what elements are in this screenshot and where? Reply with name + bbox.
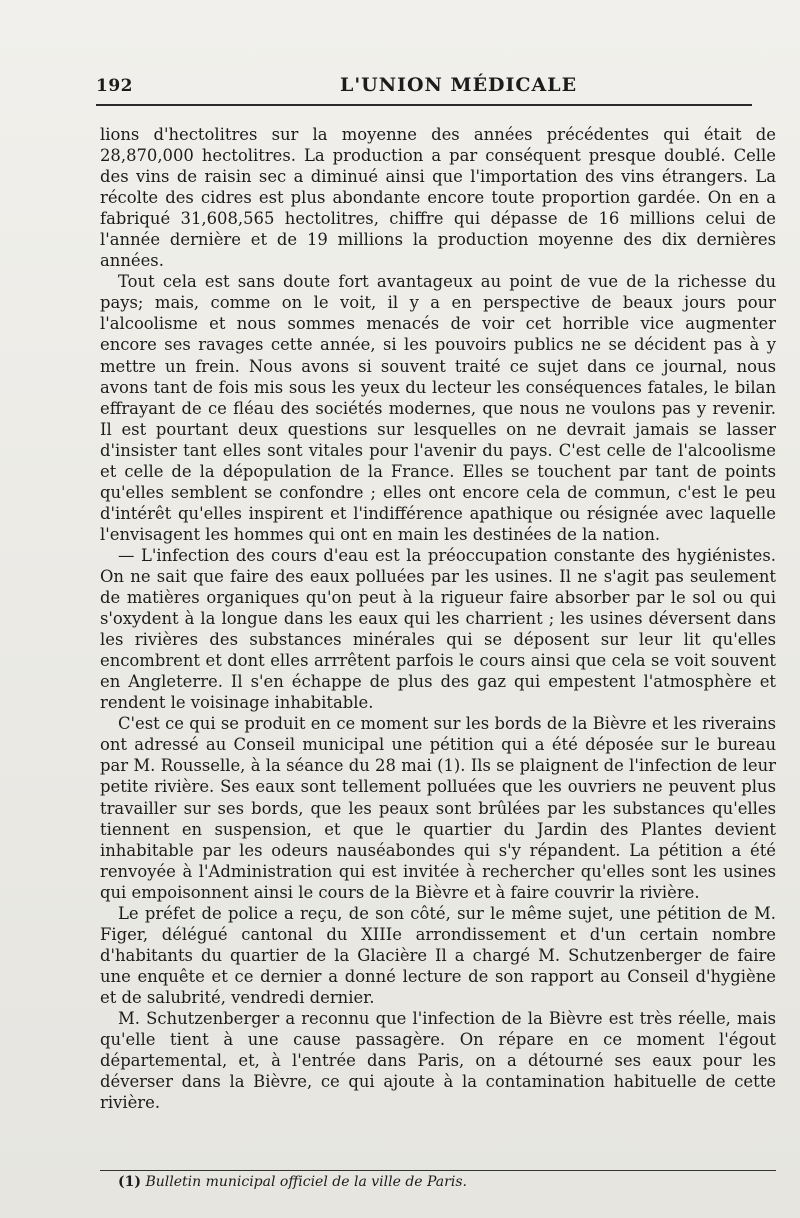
paragraph-3: — L'infection des cours d'eau est la préoccupation constante des hygiénistes. On ne sait que faire des eaux polluées par les usines. Il ne s'agit pas seulement de matières organiques qu'on peut à la rigueur faire absorber par le sol ou qui s'oxydent à la longue dans les eaux qui les charrient ; les usines déversent dans les rivières des substances minérales qui se déposent sur leur lit qu'elles encombrent et dont elles arrrêtent parfois le cours ainsi que cela se voit souvent en Angleterre. Il s'en échappe de plus des gaz qui empestent l'atmosphère et rendent le voisinage inhabitable. — [100, 545, 776, 713]
paragraph-1: lions d'hectolitres sur la moyenne des années précédentes qui était de 28,870,000 hectolitres. La production a par conséquent presque doublé. Celle des vins de raisin sec a diminué ainsi que l'importation des vins étrangers. La récolte des cidres est plus abondante encore toute proportion gardée. On en a fabriqué 31,608,565 hectolitres, chiffre qui dépasse de 16 millions celui de l'année dernière et de 19 millions la production moyenne des dix dernières années. — [100, 125, 776, 271]
page-number: 192 — [96, 76, 133, 96]
article-body — [100, 124, 776, 1113]
paragraph-5: Le préfet de police a reçu, de son côté, sur le même sujet, une pétition de M. Figer, délégué cantonal du XIIIe arrondissement et d'un certain nombre d'habitants du quartier de la Glacière Il a chargé M. Schutzenberger de faire une enquête et ce dernier a donné lecture de son rapport au Conseil d'hygiène et de salubrité, vendredi dernier. — [100, 903, 776, 1007]
paragraph-4: C'est ce qui se produit en ce moment sur les bords de la Bièvre et les riverains ont adressé au Conseil municipal une pétition qui a été déposée sur le bureau par M. Rousselle, à la séance du 28 mai (1). Ils se plaignent de l'infection de leur petite rivière. Ses eaux sont tellement polluées que les ouvriers ne peuvent plus travailler sur ses bords, que les peaux sont brûlées par les substances qu'elles tiennent en suspension, et que le quartier du Jardin des Plantes devient inhabitable par les odeurs nauséabondes qui s'y répandent. La pétition a été renvoyée à l'Administration qui est invitée à rechercher qu'elles sont les usines qui empoisonnent ainsi le cours de la Bièvre et à faire couvrir la rivière. — [100, 714, 776, 902]
footnote-rule — [100, 1170, 776, 1171]
paragraph-6: M. Schutzenberger a reconnu que l'infection de la Bièvre est très réelle, mais qu'elle tient à une cause passagère. On répare en ce moment l'égout départemental, et, à l'entrée dans Paris, on a détourné ses eaux pour les déverser dans la Bièvre, ce qui ajoute à la contamination habituelle de cette rivière. — [100, 1008, 776, 1113]
footnote — [118, 1174, 758, 1190]
paragraph-2: Tout cela est sans doute fort avantageux au point de vue de la richesse du pays; mais, comme on le voit, il y a en perspective de beaux jours pour l'alcoolisme et nous sommes menacés de voir cet horrible vice augmenter encore ses ravages cette année, si les pouvoirs publics ne se décident pas à y mettre un frein. Nous avons si souvent traité ce sujet dans ce journal, nous avons tant de fois mis sous les yeux du lecteur les conséquences fatales, le bilan effrayant de ce fléau des sociétés modernes, que nous ne voulons pas y revenir. Il est pourtant deux questions sur lesquelles on ne devrait jamais se lasser d'insister tant elles sont vitales pour l'avenir du pays. C'est celle de l'alcoolisme et celle de la dépopulation de la France. Elles se touchent par tant de points qu'elles semblent se confondre ; elles ont encore cela de commun, c'est le peu d'intérêt qu'elles inspirent et l'indifférence apathique ou résignée avec laquelle l'envisagent les hommes qui ont en main les destinées de la nation. — [100, 272, 776, 544]
footnote-marker: (1) — [118, 1174, 141, 1190]
running-title: L'UNION MÉDICALE — [340, 74, 578, 96]
footnote-text: Bulletin municipal officiel de la ville de Paris. — [145, 1174, 467, 1190]
page-header — [96, 72, 786, 102]
header-rule — [96, 104, 752, 106]
